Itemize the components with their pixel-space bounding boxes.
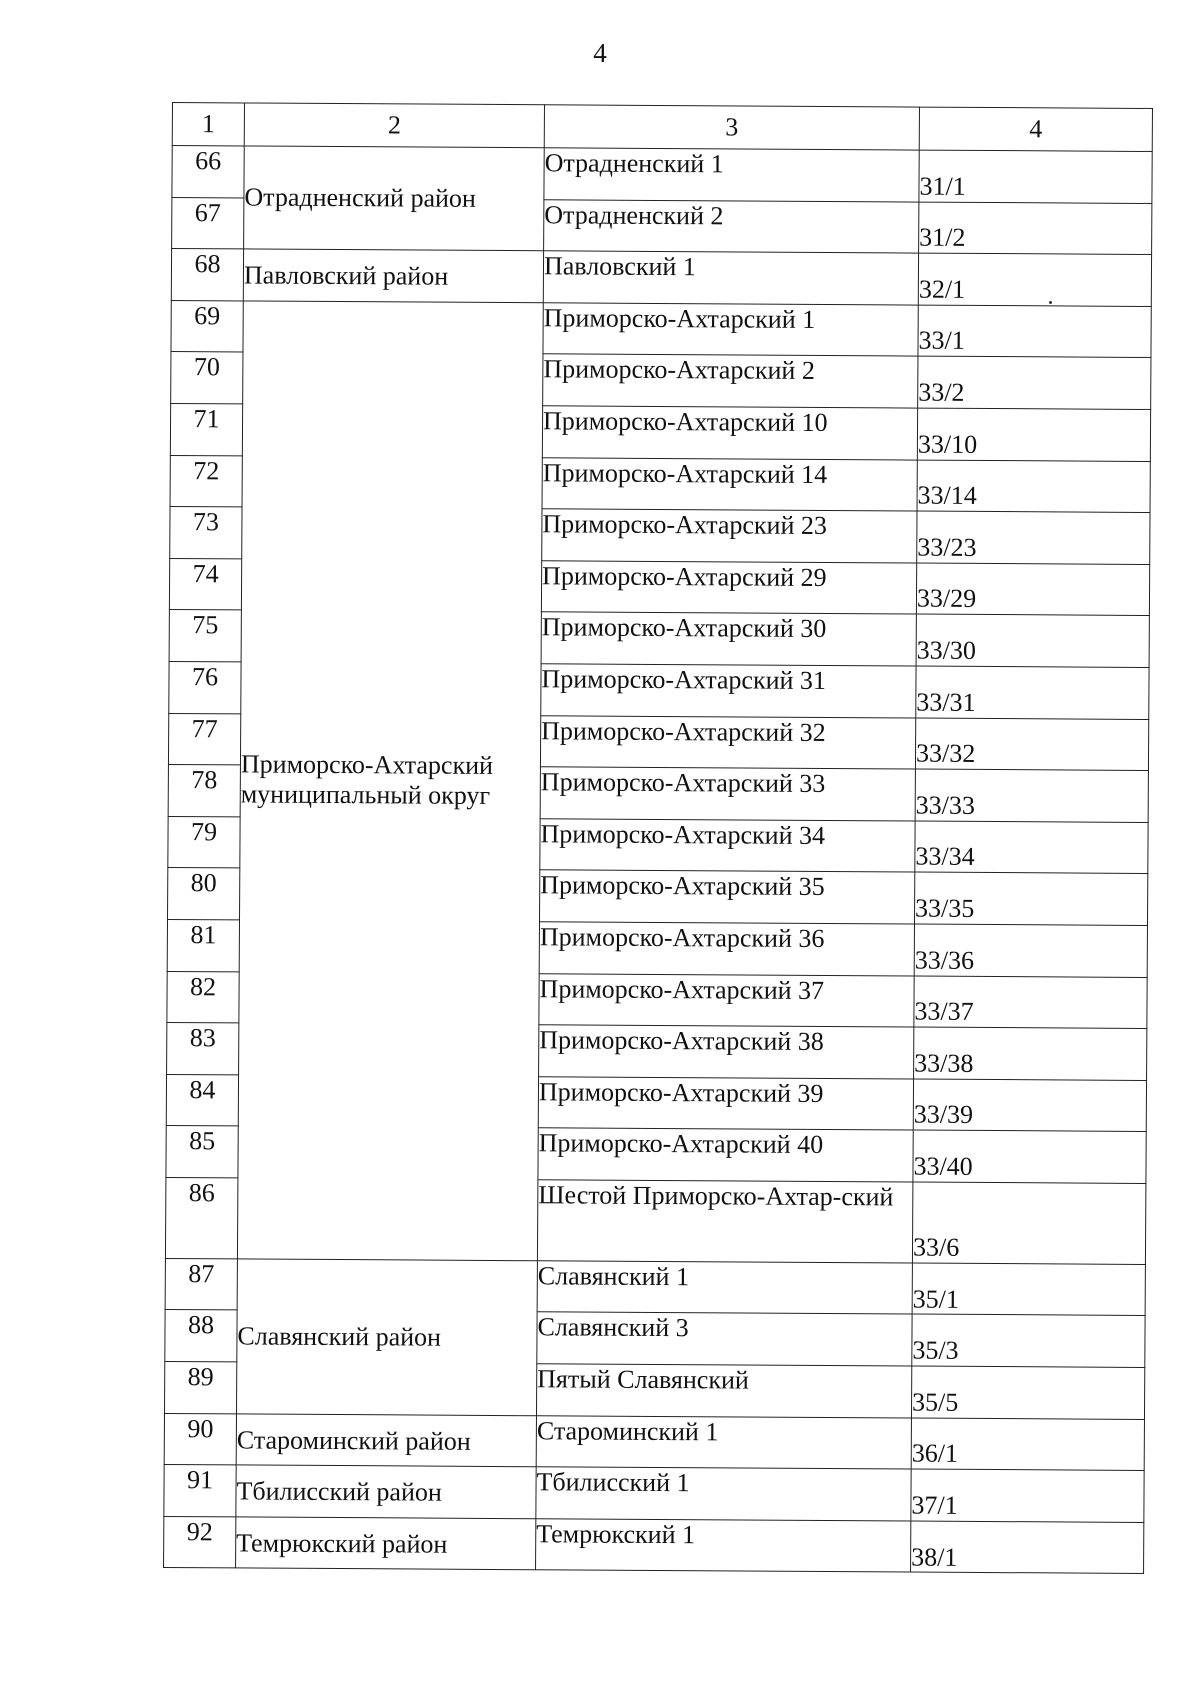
row-number: 70 — [171, 352, 243, 404]
district-item-name: Приморско-Ахтарский 33 — [540, 767, 915, 821]
district-item-code: 33/40 — [913, 1130, 1146, 1183]
row-number: 91 — [164, 1465, 236, 1517]
district-item-name: Староминский 1 — [536, 1415, 911, 1469]
district-item-name: Шестой Приморско-Ахтар-ский — [537, 1180, 912, 1263]
district-item-code: 37/1 — [911, 1469, 1144, 1522]
row-number: 83 — [167, 1023, 239, 1075]
row-number: 80 — [168, 868, 240, 920]
district-item-code: 33/2 — [918, 356, 1151, 409]
district-item-name: Приморско-Ахтарский 36 — [539, 922, 914, 976]
district-item-name: Приморско-Ахтарский 1 — [543, 303, 918, 357]
row-number: 81 — [167, 919, 239, 971]
district-name: Славянский район — [236, 1259, 537, 1416]
row-number: 78 — [168, 765, 240, 817]
district-name: Павловский район — [243, 249, 543, 302]
column-header: 2 — [244, 103, 544, 148]
row-number: 88 — [165, 1310, 237, 1362]
district-item-name: Приморско-Ахтарский 2 — [543, 354, 918, 408]
row-number: 76 — [169, 661, 241, 713]
district-item-code: 33/38 — [914, 1027, 1147, 1080]
district-item-name: Приморско-Ахтарский 32 — [540, 715, 915, 769]
table-row — [165, 1258, 1145, 1316]
page-number: 4 — [593, 38, 607, 68]
district-item-code: 36/1 — [911, 1418, 1144, 1471]
district-item-code: 33/29 — [916, 563, 1149, 616]
district-item-name: Приморско-Ахтарский 29 — [541, 561, 916, 615]
table-row — [164, 1465, 1144, 1523]
district-item-name: Приморско-Ахтарский 37 — [539, 973, 914, 1027]
district-item-name: Приморско-Ахтарский 38 — [539, 1025, 914, 1079]
row-number: 67 — [172, 197, 244, 249]
district-item-code: 33/39 — [913, 1079, 1146, 1132]
district-name: Отрадненский район — [244, 146, 545, 251]
district-item-code: 35/1 — [912, 1263, 1145, 1316]
row-number: 73 — [170, 507, 242, 559]
table-row — [164, 1413, 1144, 1471]
row-number: 72 — [170, 455, 242, 507]
district-item-name: Павловский 1 — [543, 251, 918, 305]
row-number: 69 — [171, 300, 243, 352]
row-number: 85 — [166, 1126, 238, 1178]
district-item-name: Приморско-Ахтарский 34 — [540, 818, 915, 872]
district-item-code: 33/36 — [914, 924, 1147, 977]
row-number: 74 — [169, 558, 241, 610]
district-item-name: Приморско-Ахтарский 30 — [541, 612, 916, 666]
district-item-code: 33/37 — [914, 976, 1147, 1029]
table-row — [164, 1516, 1144, 1574]
district-item-code: 33/30 — [916, 614, 1149, 667]
row-number: 79 — [168, 816, 240, 868]
scan-speck — [1049, 301, 1052, 304]
district-item-name: Приморско-Ахтарский 40 — [538, 1128, 913, 1182]
district-item-code: 33/14 — [917, 460, 1150, 513]
row-number: 68 — [171, 249, 243, 301]
row-number: 71 — [170, 403, 242, 455]
district-item-name: Пятый Славянский — [536, 1364, 911, 1418]
district-item-code: 38/1 — [911, 1521, 1144, 1574]
district-item-code: 33/33 — [915, 769, 1148, 822]
district-item-code: 32/1 — [918, 253, 1151, 306]
district-item-name: Приморско-Ахтарский 23 — [542, 509, 917, 563]
table-row — [171, 249, 1151, 307]
district-table — [163, 102, 1153, 1574]
row-number: 75 — [169, 610, 241, 662]
district-item-name: Отрадненский 2 — [544, 199, 919, 253]
column-header: 4 — [919, 107, 1152, 151]
district-item-name: Славянский 1 — [537, 1261, 912, 1315]
column-header: 3 — [544, 105, 919, 150]
district-item-code: 31/2 — [919, 202, 1152, 255]
district-item-code: 33/31 — [916, 666, 1149, 719]
district-name: Темрюкский район — [236, 1517, 536, 1570]
district-item-code: 35/3 — [912, 1315, 1145, 1368]
district-item-name: Приморско-Ахтарский 14 — [542, 457, 917, 511]
district-item-name: Приморско-Ахтарский 10 — [542, 406, 917, 460]
district-item-code: 33/1 — [918, 305, 1151, 358]
row-number: 86 — [165, 1177, 237, 1258]
row-number: 84 — [166, 1074, 238, 1126]
district-item-code: 31/1 — [919, 150, 1152, 203]
district-item-code: 35/5 — [911, 1366, 1144, 1419]
district-name: Тбилисский район — [236, 1465, 536, 1518]
district-item-name: Тбилисский 1 — [536, 1467, 911, 1521]
row-number: 66 — [172, 146, 244, 198]
district-item-name: Темрюкский 1 — [536, 1519, 911, 1573]
table-row — [171, 300, 1151, 358]
district-name: Староминский район — [236, 1414, 536, 1467]
district-item-code: 33/34 — [915, 821, 1148, 874]
district-item-name: Отрадненский 1 — [544, 148, 919, 202]
column-header: 1 — [172, 103, 244, 146]
row-number: 92 — [164, 1516, 236, 1568]
district-item-name: Приморско-Ахтарский 35 — [539, 870, 914, 924]
table-row — [172, 146, 1152, 204]
district-item-code: 33/6 — [912, 1182, 1145, 1264]
district-item-code: 33/10 — [917, 408, 1150, 461]
row-number: 82 — [167, 971, 239, 1023]
district-item-code: 33/35 — [914, 872, 1147, 925]
row-number: 90 — [164, 1413, 236, 1465]
district-item-name: Приморско-Ахтарский 39 — [538, 1076, 913, 1130]
district-item-code: 33/23 — [917, 511, 1150, 564]
district-item-name: Приморско-Ахтарский 31 — [541, 664, 916, 718]
district-item-code: 33/32 — [915, 718, 1148, 771]
district-item-name: Славянский 3 — [537, 1312, 912, 1366]
district-name: Приморско-Ахтарский муниципальный округ — [237, 301, 543, 1261]
table-header-row — [172, 103, 1152, 152]
row-number: 77 — [168, 713, 240, 765]
row-number: 87 — [165, 1258, 237, 1310]
row-number: 89 — [164, 1362, 236, 1414]
